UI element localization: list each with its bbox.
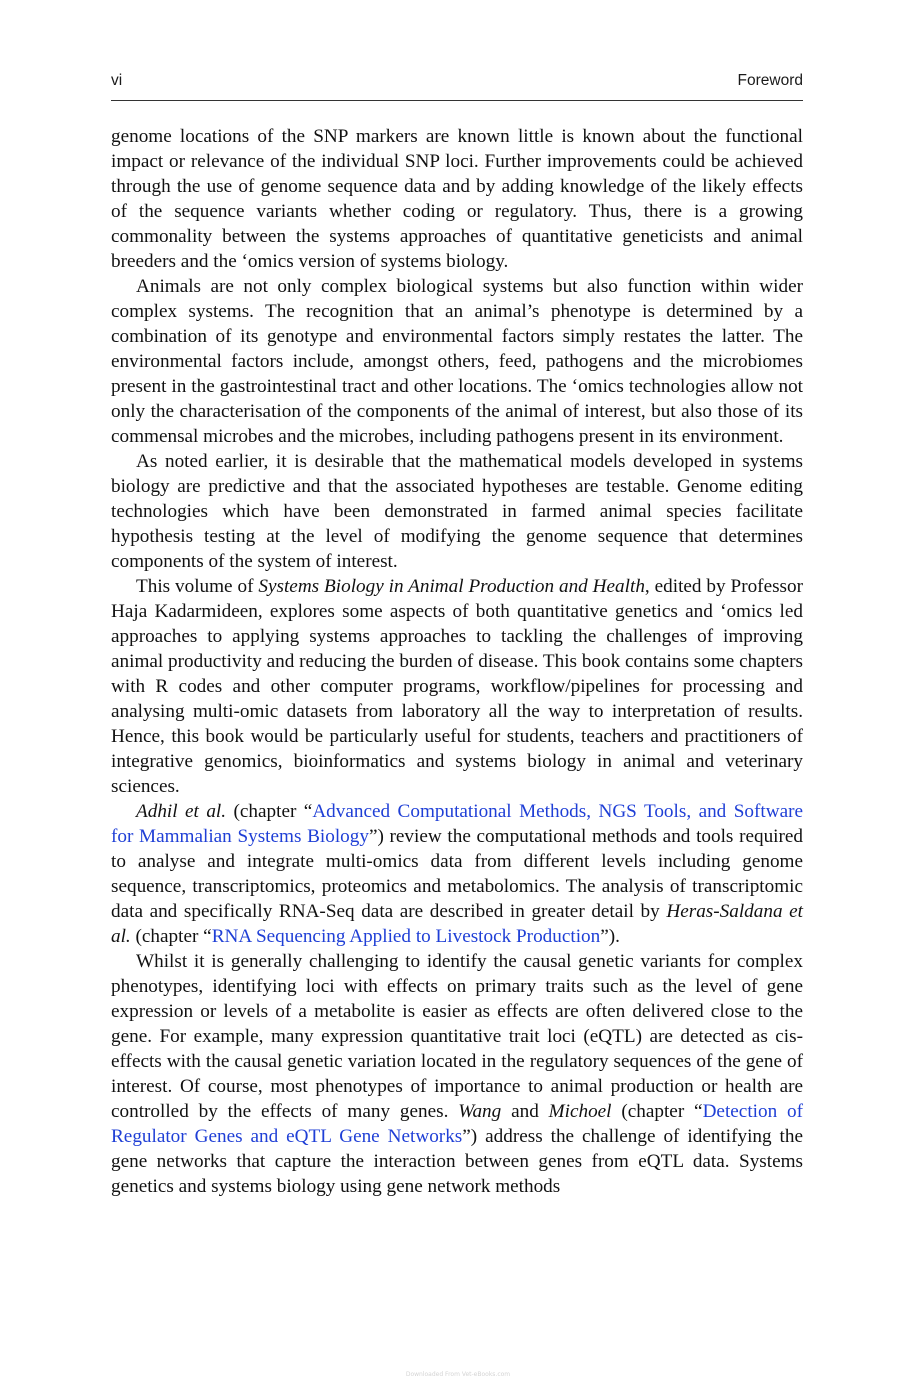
text-span: (chapter “ [226,801,313,822]
author-name: Wang [458,1101,502,1122]
author-name: Heras-Saldana et al. [111,901,803,947]
text-span: and [501,1101,549,1122]
text-span: This volume of [136,576,259,597]
chapter-link-rna-sequencing[interactable]: RNA Sequencing Applied to Livestock Production [211,926,601,947]
running-title: Foreword [737,72,803,89]
book-title: Systems Biology in Animal Production and Health [258,576,645,597]
author-name: Michoel [548,1101,612,1122]
text-span: ”) address the challenge of identifying the gene networks that capture the interaction between genes from eQTL data. Systems genetics and systems biology using gene network methods [111,1126,803,1197]
paragraph-4 [111,574,803,799]
paragraph-5 [111,799,803,949]
paragraph-6 [111,949,803,1199]
body-text [111,124,803,1199]
chapter-link-regulator-genes-eqtl[interactable]: Detection of Regulator Genes and eQTL Gene Networks [111,1101,803,1147]
chapter-link-advanced-computational-methods[interactable]: Advanced Computational Methods, NGS Tools, and Software for Mammalian Systems Biology [111,801,803,847]
text-span: (chapter “ [130,926,212,947]
paragraph-2: Animals are not only complex biological systems but also function within wider complex systems. The recognition that an animal’s phenotype is determined by a combination of its genotype and environmental factors simply restates the latter. The environmental factors include, amongst others, feed, pathogens and the microbiomes present in the gastrointestinal tract and other locations. The ‘omics technologies allow not only the characterisation of the components of the animal of interest, but also those of its commensal microbes and the microbes, including pathogens present in its environment. [111,276,803,447]
page-number: vi [111,72,123,89]
page-header [111,72,803,94]
text-span: (chapter “ [611,1101,703,1122]
download-watermark: Downloaded From Vet-eBooks.com [405,1371,511,1378]
text-span: ”). [600,926,620,947]
header-rule [111,100,803,101]
text-span: ”) review the computational methods and tools required to analyse and integrate multi-omics data from different levels including genome sequence, transcriptomics, proteomics and metabolomics. The analysis of transcriptomic data and specifically RNA-Seq data are described in greater detail by [111,826,803,922]
text-span: Whilst it is generally challenging to identify the causal genetic variants for complex phenotypes, identifying loci with effects on primary traits such as the level of gene expression or levels of a metabolite is easier as effects are often delivered close to the gene. For example, many expression quantitative trait loci (eQTL) are detected as cis-effects with the causal genetic variation located in the regulatory sequences of the gene of interest. Of course, most phenotypes of importance to animal production or health are controlled by the effects of many genes. [111,951,803,1122]
paragraph-3: As noted earlier, it is desirable that the mathematical models developed in systems biology are predictive and that the associated hypotheses are testable. Genome editing technologies which have been demonstrated in farmed animal species facilitate hypothesis testing at the level of modifying the genome sequence that determines components of the system of interest. [111,451,803,572]
author-name: Adhil et al. [136,801,227,822]
text-span: , edited by Professor Haja Kadarmideen, explores some aspects of both quantitative genetics and ‘omics led approaches to applying systems approaches to tackling the challenges of improving animal productivity and reducing the burden of disease. This book contains some chapters with R codes and other computer programs, workflow/​pipelines for processing and analysing multi-omic datasets from laboratory all the way to interpretation of results. Hence, this book would be particularly useful for students, teachers and practitioners of integrative genomics, bioinformatics and systems biology in animal and veterinary sciences. [111,576,803,797]
paragraph-1: genome locations of the SNP markers are known little is known about the functional impact or relevance of the individual SNP loci. Further improvements could be achieved through the use of genome sequence data and by adding knowledge of the likely effects of the sequence variants whether coding or regulatory. Thus, there is a growing commonality between the systems approaches of quantitative geneticists and animal breeders and the ‘omics version of systems biology. [111,126,803,272]
